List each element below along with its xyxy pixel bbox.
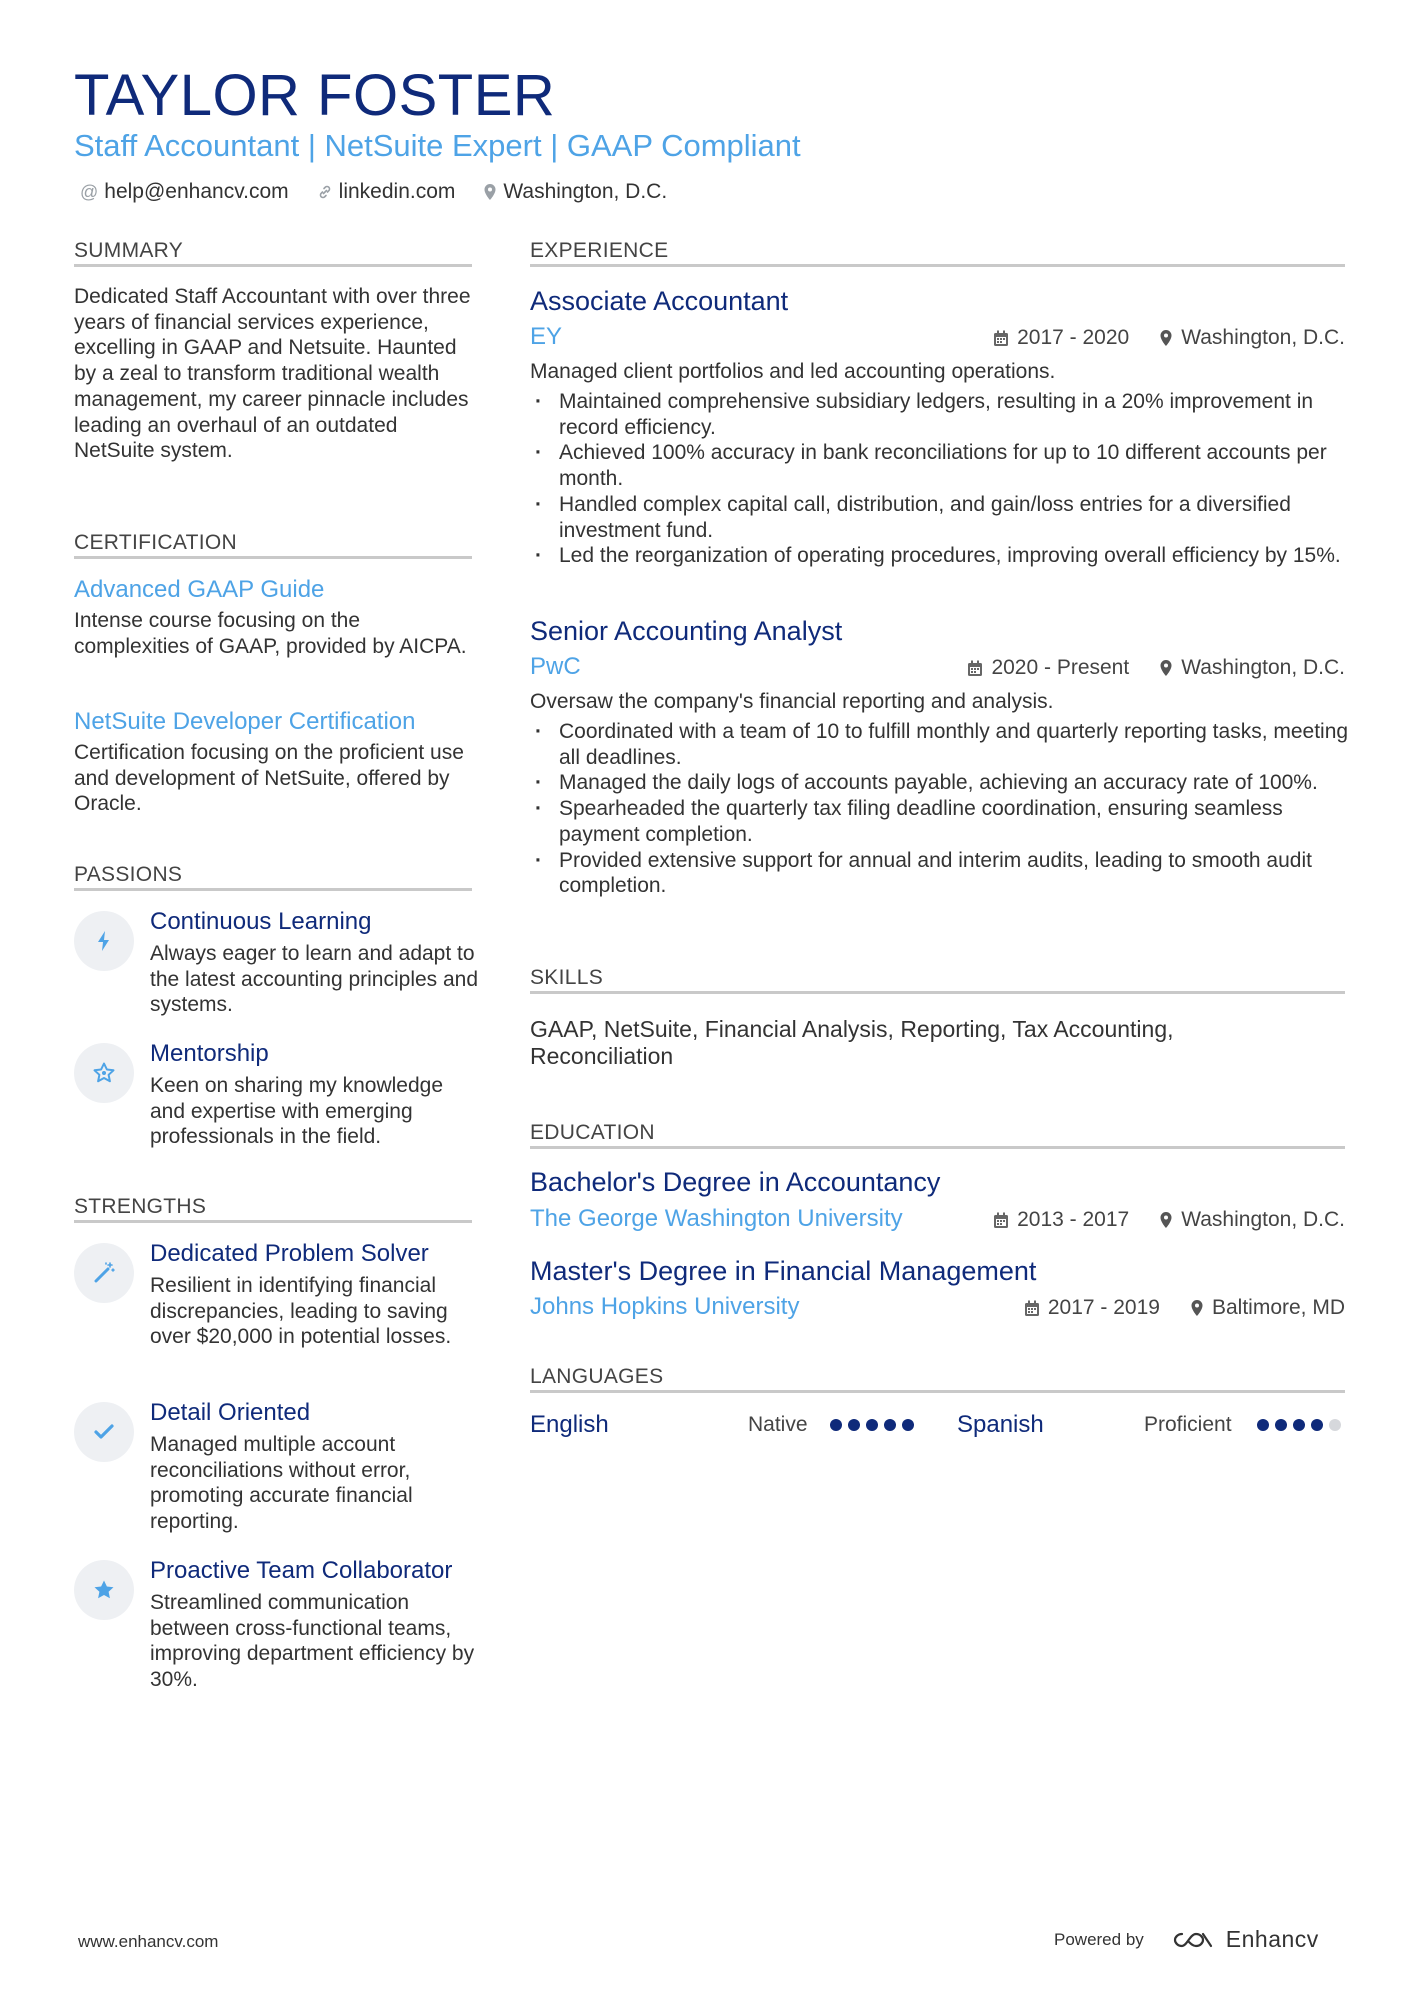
job-summary: Oversaw the company's financial reporting and analysis.	[530, 690, 1054, 713]
powered-by-text: Powered by	[1054, 1929, 1144, 1949]
languages-divider	[530, 1390, 1345, 1393]
location-text: Washington, D.C.	[503, 180, 668, 203]
language-level: Native	[748, 1413, 808, 1436]
rating-dot-filled	[1311, 1419, 1323, 1431]
job-bullet: · Coordinated with a team of 10 to fulfill monthly and quarterly reporting tasks, meeting all deadlines.	[530, 719, 1350, 770]
rating-dot-filled	[830, 1419, 842, 1431]
contact-bar	[80, 178, 695, 206]
job-bullet: · Spearheaded the quarterly tax filing deadline coordination, ensuring seamless payment completion.	[530, 796, 1350, 847]
certification-desc: Intense course focusing on the complexities of GAAP, provided by AICPA.	[74, 609, 467, 658]
education-meta	[993, 1206, 1345, 1234]
strength-desc: Resilient in identifying financial discrepancies, leading to saving over $20,000 in potential losses.	[150, 1274, 452, 1349]
passions-heading: PASSIONS	[74, 863, 183, 886]
skills-list: GAAP, NetSuite, Financial Analysis, Reporting, Tax Accounting, Reconciliation	[530, 1016, 1174, 1069]
contact-location	[483, 178, 667, 206]
language-level: Proficient	[1144, 1413, 1232, 1436]
strength-desc: Streamlined communication between cross-functional teams, improving department efficiency by 30%.	[150, 1591, 475, 1692]
rating-dot-filled	[848, 1419, 860, 1431]
education-school: The George Washington University	[530, 1205, 903, 1232]
job-bullet: · Maintained comprehensive subsidiary ledgers, resulting in a 20% improvement in record efficiency.	[530, 389, 1350, 440]
rating-dot-filled	[866, 1419, 878, 1431]
candidate-name: TAYLOR FOSTER	[74, 63, 556, 128]
language-rating	[1257, 1419, 1347, 1431]
candidate-headline: Staff Accountant | NetSuite Expert | GAAP Compliant	[74, 128, 801, 163]
map-pin-icon	[1159, 329, 1173, 347]
strength-item	[74, 1239, 474, 1379]
infinity-icon	[1170, 1928, 1218, 1952]
rating-dot-filled	[1293, 1419, 1305, 1431]
enhancv-logo[interactable]	[1170, 1926, 1319, 1953]
certification-item	[74, 707, 472, 817]
experience-divider	[530, 264, 1345, 267]
certification-desc: Certification focusing on the proficient use and development of NetSuite, offered by Oracle.	[74, 741, 464, 816]
summary-heading: SUMMARY	[74, 239, 184, 262]
experience-heading: EXPERIENCE	[530, 239, 669, 262]
skills-heading: SKILLS	[530, 966, 604, 989]
passion-item	[74, 907, 479, 1027]
certification-title: NetSuite Developer Certification	[74, 708, 416, 735]
passion-item	[74, 1039, 474, 1159]
education-degree: Bachelor's Degree in Accountancy	[530, 1167, 941, 1197]
job-dates: 2020 - Present	[991, 656, 1130, 679]
linkedin-text: linkedin.com	[338, 180, 456, 203]
certification-item	[74, 575, 472, 659]
at-icon: @	[80, 182, 99, 202]
languages-row	[530, 1409, 1345, 1443]
summary-text: Dedicated Staff Accountant with over three years of financial services experience, excelling in GAAP and Netsuite. Haunted by a zeal to transform traditional wealth management, my career pinnacle includes leading an overhaul of an outdated NetSuite system.	[74, 285, 471, 463]
strength-item	[74, 1556, 474, 1696]
strength-item	[74, 1398, 474, 1534]
rating-dot-filled	[902, 1419, 914, 1431]
contact-linkedin[interactable]	[317, 178, 456, 206]
education-dates: 2013 - 2017	[1017, 1208, 1130, 1231]
calendar-icon	[967, 660, 983, 677]
passion-desc: Keen on sharing my knowledge and expertise with emerging professionals in the field.	[150, 1074, 444, 1149]
job-bullet: · Achieved 100% accuracy in bank reconciliations for up to 10 different accounts per month.	[530, 440, 1350, 491]
map-pin-icon	[483, 183, 497, 201]
map-pin-icon	[1159, 1211, 1173, 1229]
footer-website[interactable]: www.enhancv.com	[78, 1932, 219, 1951]
strengths-heading: STRENGTHS	[74, 1195, 207, 1218]
education-meta	[1024, 1294, 1345, 1322]
job-meta	[993, 324, 1345, 352]
footer-powered	[1054, 1926, 1319, 1953]
map-pin-icon	[1190, 1299, 1204, 1317]
certification-heading: CERTIFICATION	[74, 531, 237, 554]
job-title: Senior Accounting Analyst	[530, 616, 843, 646]
star-outline-icon	[74, 1043, 134, 1103]
rating-dot-filled	[1257, 1419, 1269, 1431]
link-icon	[317, 184, 333, 200]
language-name: Spanish	[957, 1411, 1044, 1438]
star-icon	[74, 1560, 134, 1620]
job-meta	[967, 654, 1345, 682]
job-title: Associate Accountant	[530, 286, 789, 316]
strengths-divider	[74, 1220, 472, 1223]
contact-email[interactable]	[80, 178, 289, 206]
job-location: Washington, D.C.	[1181, 656, 1345, 679]
job-location: Washington, D.C.	[1181, 326, 1345, 349]
rating-dot-empty	[1329, 1419, 1341, 1431]
language-rating	[830, 1419, 920, 1431]
map-pin-icon	[1159, 659, 1173, 677]
job-bullet-list	[530, 389, 1350, 569]
education-location: Washington, D.C.	[1181, 1208, 1345, 1231]
job-bullet-list	[530, 719, 1350, 899]
job-summary: Managed client portfolios and led accounting operations.	[530, 360, 1056, 383]
summary-divider	[74, 264, 472, 267]
job-dates: 2017 - 2020	[1017, 326, 1130, 349]
strength-title: Dedicated Problem Solver	[150, 1240, 429, 1267]
job-bullet: · Led the reorganization of operating procedures, improving overall efficiency by 15%.	[530, 543, 1350, 569]
job-company: PwC	[530, 653, 581, 680]
magic-wand-icon	[74, 1243, 134, 1303]
languages-heading: LANGUAGES	[530, 1365, 664, 1388]
rating-dot-filled	[884, 1419, 896, 1431]
education-heading: EDUCATION	[530, 1121, 655, 1144]
strength-desc: Managed multiple account reconciliations without error, promoting accurate financial reporting.	[150, 1433, 413, 1534]
strength-title: Detail Oriented	[150, 1399, 311, 1426]
email-text: help@enhancv.com	[104, 180, 289, 203]
education-location: Baltimore, MD	[1211, 1296, 1345, 1319]
job-bullet: · Handled complex capital call, distribution, and gain/loss entries for a diversified investment fund.	[530, 492, 1350, 543]
rating-dot-filled	[1275, 1419, 1287, 1431]
passion-title: Continuous Learning	[150, 908, 372, 935]
certification-title: Advanced GAAP Guide	[74, 576, 325, 603]
job-bullet: · Managed the daily logs of accounts payable, achieving an accuracy rate of 100%.	[530, 770, 1350, 796]
passion-title: Mentorship	[150, 1040, 269, 1067]
bolt-icon	[74, 911, 134, 971]
certification-divider	[74, 556, 472, 559]
job-bullet: · Provided extensive support for annual and interim audits, leading to smooth audit completion.	[530, 848, 1350, 899]
education-school: Johns Hopkins University	[530, 1293, 800, 1320]
passions-divider	[74, 888, 472, 891]
education-degree: Master's Degree in Financial Management	[530, 1256, 1037, 1286]
language-name: English	[530, 1411, 609, 1438]
calendar-icon	[993, 330, 1009, 347]
skills-divider	[530, 991, 1345, 994]
education-dates: 2017 - 2019	[1047, 1296, 1160, 1319]
education-divider	[530, 1146, 1345, 1149]
job-company: EY	[530, 323, 563, 350]
checkmark-icon	[74, 1402, 134, 1462]
passion-desc: Always eager to learn and adapt to the latest accounting principles and systems.	[150, 942, 479, 1017]
calendar-icon	[993, 1212, 1009, 1229]
calendar-icon	[1024, 1300, 1040, 1317]
strength-title: Proactive Team Collaborator	[150, 1557, 453, 1584]
brand-text: Enhancv	[1225, 1926, 1319, 1952]
